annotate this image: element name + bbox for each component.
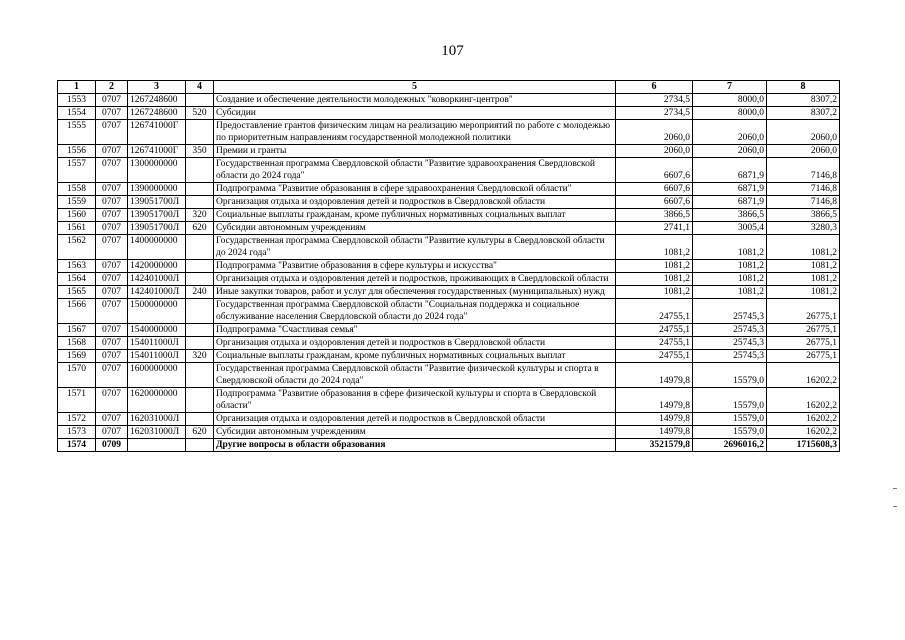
amount-col-7: 8000,0 [693,107,767,120]
row-number: 1566 [58,299,96,324]
amount-col-7: 8000,0 [693,94,767,107]
item-name: Подпрограмма "Развитие образования в сфере здравоохранения Свердловской области" [214,183,616,196]
amount-col-8: 7146,8 [767,183,840,196]
amount-col-7: 6871,9 [693,158,767,183]
amount-col-8: 16202,2 [767,413,840,426]
amount-col-6: 2734,5 [616,107,693,120]
row-number: 1557 [58,158,96,183]
page-number: 107 [441,43,464,59]
budget-table [57,80,840,452]
amount-col-7: 25745,3 [693,337,767,350]
table-row [58,299,840,324]
target-code: 162031000Л [128,426,186,439]
item-name: Иные закупки товаров, работ и услуг для обеспечения государственных (муниципальных) нужд [214,286,616,299]
target-code: 1420000000 [128,260,186,273]
column-header: 8 [767,81,840,94]
amount-col-6: 1081,2 [616,235,693,260]
item-name: Государственная программа Свердловской области "Развитие культуры в Свердловской области до 2024 года" [214,235,616,260]
item-name: Государственная программа Свердловской области "Социальная поддержка и социальное обслуживание населения Свердловской области до 2024 года" [214,299,616,324]
amount-col-7: 3866,5 [693,209,767,222]
expense-type [186,273,214,286]
column-header: 4 [186,81,214,94]
target-code: 1267248600 [128,94,186,107]
row-number: 1564 [58,273,96,286]
row-number: 1558 [58,183,96,196]
table-row [58,388,840,413]
item-name: Подпрограмма "Развитие образования в сфере физической культуры и спорта в Свердловской области" [214,388,616,413]
column-header: 2 [96,81,128,94]
section-code: 0707 [96,337,128,350]
target-code: 142401000Л [128,273,186,286]
amount-col-7: 15579,0 [693,388,767,413]
amount-col-8: 16202,2 [767,426,840,439]
item-name: Организация отдыха и оздоровления детей и подростков в Свердловской области [214,413,616,426]
table-row [58,158,840,183]
amount-col-6: 1081,2 [616,260,693,273]
row-number: 1556 [58,145,96,158]
row-number: 1563 [58,260,96,273]
table-row [58,337,840,350]
amount-col-6: 3866,5 [616,209,693,222]
row-number: 1553 [58,94,96,107]
table-header-row [58,81,840,94]
table-row [58,439,840,452]
row-number: 1574 [58,439,96,452]
amount-col-8: 1715608,3 [767,439,840,452]
target-code: 142401000Л [128,286,186,299]
expense-type [186,439,214,452]
table-row [58,260,840,273]
amount-col-8: 26775,1 [767,337,840,350]
item-name: Организация отдыха и оздоровления детей и подростков, проживающих в Свердловской области [214,273,616,286]
amount-col-6: 2741,1 [616,222,693,235]
item-name: Предоставление грантов физическим лицам на реализацию мероприятий по работе с молодежью по приоритетным направлениям государственной молодежной политики [214,120,616,145]
target-code: 154011000Л [128,350,186,363]
column-header: 1 [58,81,96,94]
table-row [58,324,840,337]
amount-col-6: 6607,6 [616,158,693,183]
expense-type [186,337,214,350]
table-row [58,363,840,388]
amount-col-6: 14979,8 [616,426,693,439]
amount-col-8: 3280,3 [767,222,840,235]
section-code: 0707 [96,260,128,273]
amount-col-7: 15579,0 [693,413,767,426]
amount-col-6: 24755,1 [616,299,693,324]
amount-col-6: 3521579,8 [616,439,693,452]
amount-col-8: 2060,0 [767,120,840,145]
target-code: 1620000000 [128,388,186,413]
section-code: 0707 [96,413,128,426]
section-code: 0707 [96,363,128,388]
row-number: 1569 [58,350,96,363]
table-row [58,350,840,363]
target-code: 1300000000 [128,158,186,183]
table-row [58,273,840,286]
section-code: 0707 [96,426,128,439]
expense-type: 520 [186,107,214,120]
amount-col-6: 6607,6 [616,183,693,196]
column-header: 7 [693,81,767,94]
section-code: 0707 [96,158,128,183]
item-name: Организация отдыха и оздоровления детей и подростков в Свердловской области [214,196,616,209]
amount-col-7: 6871,9 [693,183,767,196]
item-name: Премии и гранты [214,145,616,158]
target-code: 1540000000 [128,324,186,337]
amount-col-7: 2060,0 [693,120,767,145]
column-header: 5 [214,81,616,94]
expense-type [186,388,214,413]
table-body [58,94,840,452]
amount-col-6: 14979,8 [616,388,693,413]
table-row [58,222,840,235]
target-code: 162031000Л [128,413,186,426]
amount-col-8: 1081,2 [767,273,840,286]
expense-type [186,260,214,273]
scan-mark [893,506,897,507]
amount-col-7: 15579,0 [693,426,767,439]
target-code: 1500000000 [128,299,186,324]
expense-type: 620 [186,222,214,235]
target-code: 139051700Л [128,222,186,235]
table-row [58,107,840,120]
amount-col-8: 8307,2 [767,94,840,107]
target-code: 1400000000 [128,235,186,260]
section-code: 0707 [96,273,128,286]
amount-col-6: 24755,1 [616,324,693,337]
row-number: 1572 [58,413,96,426]
item-name: Организация отдыха и оздоровления детей и подростков в Свердловской области [214,337,616,350]
target-code [128,439,186,452]
table-row [58,286,840,299]
expense-type: 350 [186,145,214,158]
expense-type [186,120,214,145]
amount-col-8: 26775,1 [767,350,840,363]
section-code: 0707 [96,286,128,299]
expense-type: 240 [186,286,214,299]
amount-col-6: 24755,1 [616,337,693,350]
row-number: 1568 [58,337,96,350]
amount-col-7: 6871,9 [693,196,767,209]
amount-col-7: 1081,2 [693,235,767,260]
row-number: 1554 [58,107,96,120]
section-code: 0707 [96,196,128,209]
amount-col-8: 2060,0 [767,145,840,158]
amount-col-6: 14979,8 [616,413,693,426]
amount-col-8: 26775,1 [767,299,840,324]
row-number: 1571 [58,388,96,413]
amount-col-6: 2734,5 [616,94,693,107]
section-code: 0707 [96,94,128,107]
target-code: 139051700Л [128,196,186,209]
table-row [58,196,840,209]
item-name: Подпрограмма "Развитие образования в сфере культуры и искусства" [214,260,616,273]
amount-col-6: 24755,1 [616,350,693,363]
target-code: 126741000Г [128,120,186,145]
expense-type [186,158,214,183]
item-name: Субсидии автономным учреждениям [214,426,616,439]
row-number: 1559 [58,196,96,209]
row-number: 1567 [58,324,96,337]
expense-type [186,324,214,337]
amount-col-7: 2696016,2 [693,439,767,452]
expense-type [186,363,214,388]
expense-type [186,235,214,260]
section-code: 0707 [96,235,128,260]
amount-col-7: 1081,2 [693,260,767,273]
column-header: 3 [128,81,186,94]
amount-col-8: 7146,8 [767,196,840,209]
section-code: 0707 [96,107,128,120]
scan-mark [893,488,897,489]
row-number: 1555 [58,120,96,145]
target-code: 154011000Л [128,337,186,350]
amount-col-6: 2060,0 [616,120,693,145]
row-number: 1573 [58,426,96,439]
amount-col-8: 7146,8 [767,158,840,183]
item-name: Социальные выплаты гражданам, кроме публичных нормативных социальных выплат [214,350,616,363]
item-name: Субсидии автономным учреждениям [214,222,616,235]
amount-col-7: 1081,2 [693,273,767,286]
item-name: Другие вопросы в области образования [214,439,616,452]
table-row [58,94,840,107]
amount-col-6: 1081,2 [616,286,693,299]
amount-col-8: 1081,2 [767,235,840,260]
table-row [58,235,840,260]
column-header: 6 [616,81,693,94]
target-code: 1267248600 [128,107,186,120]
amount-col-6: 2060,0 [616,145,693,158]
section-code: 0707 [96,209,128,222]
expense-type [186,94,214,107]
amount-col-7: 2060,0 [693,145,767,158]
target-code: 1600000000 [128,363,186,388]
amount-col-8: 16202,2 [767,388,840,413]
section-code: 0709 [96,439,128,452]
amount-col-7: 25745,3 [693,299,767,324]
amount-col-8: 26775,1 [767,324,840,337]
amount-col-6: 1081,2 [616,273,693,286]
amount-col-7: 3005,4 [693,222,767,235]
expense-type [186,413,214,426]
table-row [58,120,840,145]
section-code: 0707 [96,324,128,337]
expense-type [186,299,214,324]
row-number: 1570 [58,363,96,388]
amount-col-7: 25745,3 [693,324,767,337]
expense-type: 620 [186,426,214,439]
item-name: Субсидии [214,107,616,120]
amount-col-8: 8307,2 [767,107,840,120]
item-name: Подпрограмма "Счастливая семья" [214,324,616,337]
target-code: 139051700Л [128,209,186,222]
table-row [58,209,840,222]
section-code: 0707 [96,388,128,413]
section-code: 0707 [96,120,128,145]
amount-col-8: 1081,2 [767,286,840,299]
amount-col-6: 14979,8 [616,363,693,388]
expense-type: 320 [186,209,214,222]
expense-type [186,196,214,209]
target-code: 1390000000 [128,183,186,196]
table-row [58,183,840,196]
item-name: Государственная программа Свердловской области "Развитие здравоохранения Свердловской области до 2024 года" [214,158,616,183]
amount-col-8: 1081,2 [767,260,840,273]
amount-col-8: 3866,5 [767,209,840,222]
table-row [58,413,840,426]
row-number: 1562 [58,235,96,260]
amount-col-7: 1081,2 [693,286,767,299]
row-number: 1561 [58,222,96,235]
section-code: 0707 [96,350,128,363]
table-row [58,426,840,439]
row-number: 1565 [58,286,96,299]
amount-col-6: 6607,6 [616,196,693,209]
item-name: Создание и обеспечение деятельности молодежных "коворкинг-центров" [214,94,616,107]
amount-col-7: 15579,0 [693,363,767,388]
expense-type: 320 [186,350,214,363]
section-code: 0707 [96,145,128,158]
item-name: Государственная программа Свердловской области "Развитие физической культуры и спорта в Свердловской области до 2024 года" [214,363,616,388]
row-number: 1560 [58,209,96,222]
target-code: 126741000Г [128,145,186,158]
table-row [58,145,840,158]
amount-col-7: 25745,3 [693,350,767,363]
expense-type [186,183,214,196]
amount-col-8: 16202,2 [767,363,840,388]
section-code: 0707 [96,183,128,196]
item-name: Социальные выплаты гражданам, кроме публичных нормативных социальных выплат [214,209,616,222]
section-code: 0707 [96,299,128,324]
section-code: 0707 [96,222,128,235]
